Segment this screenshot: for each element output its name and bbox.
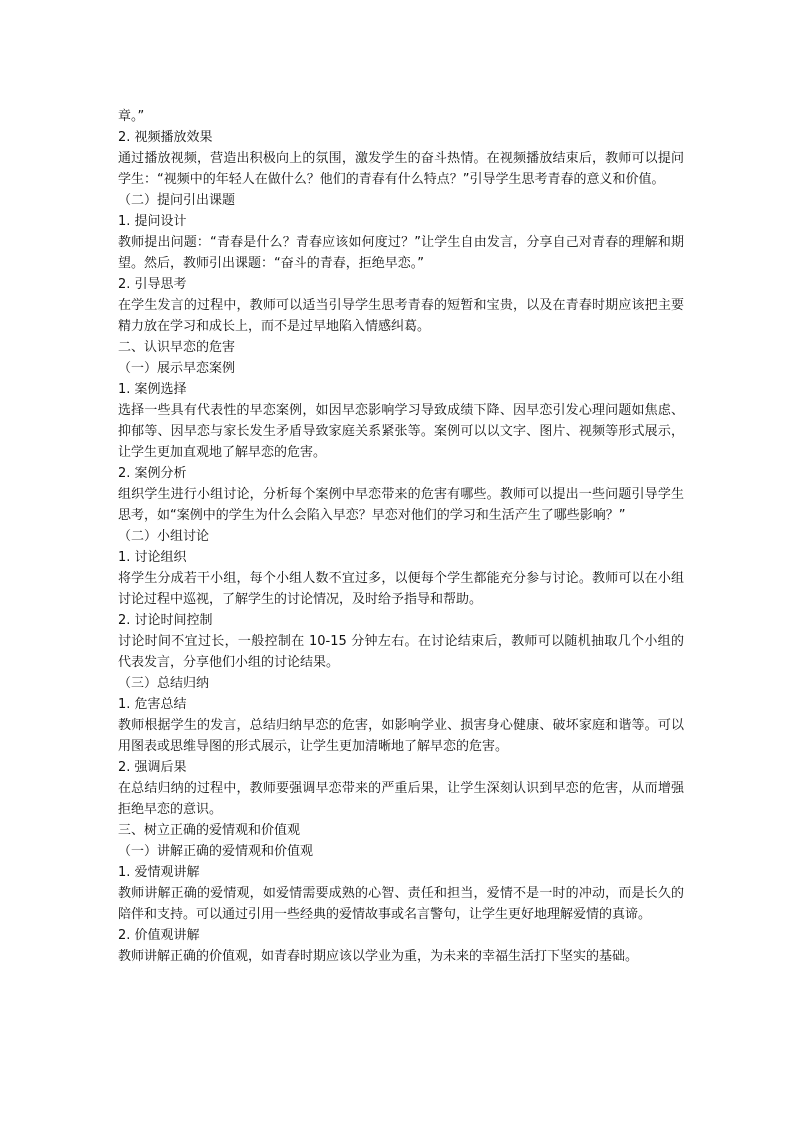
subheading-love-view: 1. 爱情观讲解 xyxy=(118,865,200,880)
subheading-emphasize-consequences: 2. 强调后果 xyxy=(118,760,187,775)
chapter-correct-values: 三、树立正确的爱情观和价值观 xyxy=(118,823,301,838)
subheading-harm-summary: 1. 危害总结 xyxy=(118,697,187,712)
paragraph-discussion-time: 讨论时间不宜过长，一般控制在 10-15 分钟左右。在讨论结束后，教师可以随机抽取几个小组的代表发言，分享他们小组的讨论结果。 xyxy=(118,634,684,670)
paragraph-value-view: 教师讲解正确的价值观，如青春时期应该以学业为重，为未来的幸福生活打下坚实的基础。 xyxy=(118,949,639,964)
paragraph-continuation: 章。” xyxy=(118,109,145,124)
subheading-value-view: 2. 价值观讲解 xyxy=(118,928,200,943)
subheading-case-analysis: 2. 案例分析 xyxy=(118,466,187,481)
subheading-discussion-time: 2. 讨论时间控制 xyxy=(118,613,213,628)
section-explain-values: （一）讲解正确的爱情观和价值观 xyxy=(118,844,314,859)
section-show-cases: （一）展示早恋案例 xyxy=(118,361,236,376)
subheading-guide-thinking: 2. 引导思考 xyxy=(118,277,187,292)
section-question-topic: （二）提问引出课题 xyxy=(118,193,236,208)
paragraph-discussion-organization: 将学生分成若干小组，每个小组人数不宜过多，以便每个学生都能充分参与讨论。教师可以在小组讨论过程中巡视，了解学生的讨论情况，及时给予指导和帮助。 xyxy=(118,571,684,607)
paragraph-love-view: 教师讲解正确的爱情观，如爱情需要成熟的心智、责任和担当，爱情不是一时的冲动，而是长久的陪伴和支持。可以通过引用一些经典的爱情故事或名言警句，让学生更好地理解爱情的真谛。 xyxy=(118,886,684,922)
document-page xyxy=(118,106,684,967)
paragraph-harm-summary: 教师根据学生的发言，总结归纳早恋的危害，如影响学业、损害身心健康、破坏家庭和谐等。可以用图表或思维导图的形式展示，让学生更加清晰地了解早恋的危害。 xyxy=(118,718,684,754)
subheading-case-selection: 1. 案例选择 xyxy=(118,382,187,397)
section-summary: （三）总结归纳 xyxy=(118,676,210,691)
subheading-question-design: 1. 提问设计 xyxy=(118,214,187,229)
paragraph-question-design: 教师提出问题：“青春是什么？青春应该如何度过？”让学生自由发言，分享自己对青春的理解和期望。然后，教师引出课题：“奋斗的青春，拒绝早恋。” xyxy=(118,235,684,271)
subheading-video-effect: 2. 视频播放效果 xyxy=(118,130,213,145)
chapter-harm-of-early-love: 二、认识早恋的危害 xyxy=(118,340,236,355)
section-group-discussion: （二）小组讨论 xyxy=(118,529,210,544)
paragraph-emphasize-consequences: 在总结归纳的过程中，教师要强调早恋带来的严重后果，让学生深刻认识到早恋的危害，从而增强拒绝早恋的意识。 xyxy=(118,781,684,817)
paragraph-guide-thinking: 在学生发言的过程中，教师可以适当引导学生思考青春的短暂和宝贵，以及在青春时期应该把主要精力放在学习和成长上，而不是过早地陷入情感纠葛。 xyxy=(118,298,684,334)
subheading-discussion-organization: 1. 讨论组织 xyxy=(118,550,187,565)
paragraph-case-analysis: 组织学生进行小组讨论，分析每个案例中早恋带来的危害有哪些。教师可以提出一些问题引导学生思考，如“案例中的学生为什么会陷入早恋？早恋对他们的学习和生活产生了哪些影响？” xyxy=(118,487,684,523)
paragraph-video-effect: 通过播放视频，营造出积极向上的氛围，激发学生的奋斗热情。在视频播放结束后，教师可以提问学生：“视频中的年轻人在做什么？他们的青春有什么特点？”引导学生思考青春的意义和价值。 xyxy=(118,151,684,187)
paragraph-case-selection: 选择一些具有代表性的早恋案例，如因早恋影响学习导致成绩下降、因早恋引发心理问题如焦虑、抑郁等、因早恋与家长发生矛盾导致家庭关系紧张等。案例可以以文字、图片、视频等形式展示，让学生更加直观地了解早恋的危害。 xyxy=(118,403,684,460)
